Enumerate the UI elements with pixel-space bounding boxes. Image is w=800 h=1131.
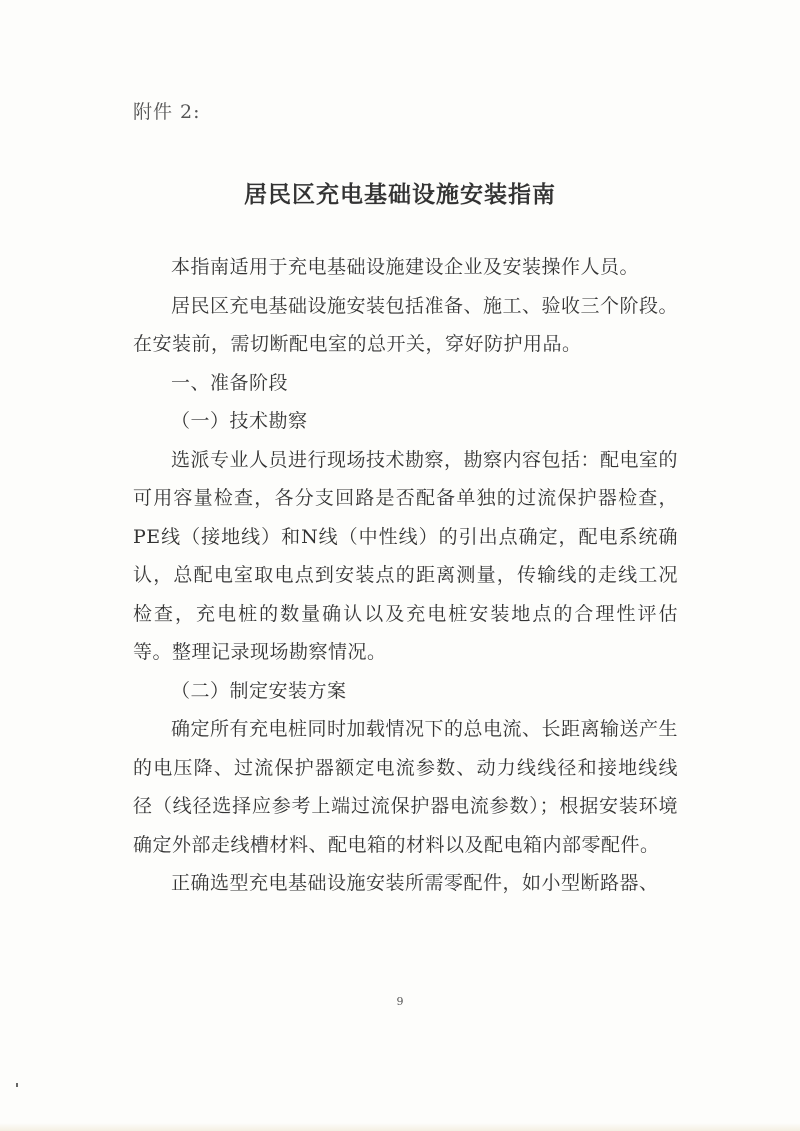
attachment-label: 附件 2: bbox=[133, 101, 201, 123]
intro-paragraph: 本指南适用于充电基础设施建设企业及安装操作人员。 bbox=[171, 256, 640, 278]
section-heading-preparation: 一、准备阶段 bbox=[171, 371, 289, 394]
stages-paragraph: 居民区充电基础设施安装包括准备、施工、验收三个阶段。在安装前，需切断配电室的总开关，穿好防护用品。 bbox=[133, 294, 679, 355]
page-bottom-edge bbox=[0, 1123, 800, 1131]
parts-paragraph: 正确选型充电基础设施安装所需零配件，如小型断路器、 bbox=[171, 872, 659, 894]
plan-paragraph: 确定所有充电桩同时加载情况下的总电流、长距离输送产生的电压降、过流保护器额定电流参数、动力线线径和接地线线径（线径选择应参考上端过流保护器电流参数）；根据安装环境确定外部走线槽材料、配电箱的材料以及配电箱内部零配件。 bbox=[133, 718, 679, 856]
survey-paragraph: 选派专业人员进行现场技术勘察，勘察内容包括：配电室的可用容量检查，各分支回路是否配备单独的过流保护器检查，PE线（接地线）和N线（中性线）的引出点确定，配电系统确认，总配电室取电点到安装点的距离测量，传输线的走线工况检查，充电桩的数量确认以及充电桩安装地点的合理性评估等。整理记录现场勘察情况。 bbox=[133, 448, 679, 663]
subsection-heading-survey: （一）技术勘察 bbox=[171, 410, 308, 432]
document-body bbox=[133, 248, 678, 903]
document-title: 居民区充电基础设施安装指南 bbox=[244, 181, 556, 208]
page-number: 9 bbox=[396, 995, 404, 1008]
scan-artifact bbox=[16, 1083, 18, 1087]
subsection-heading-plan: （二）制定安装方案 bbox=[171, 679, 347, 702]
